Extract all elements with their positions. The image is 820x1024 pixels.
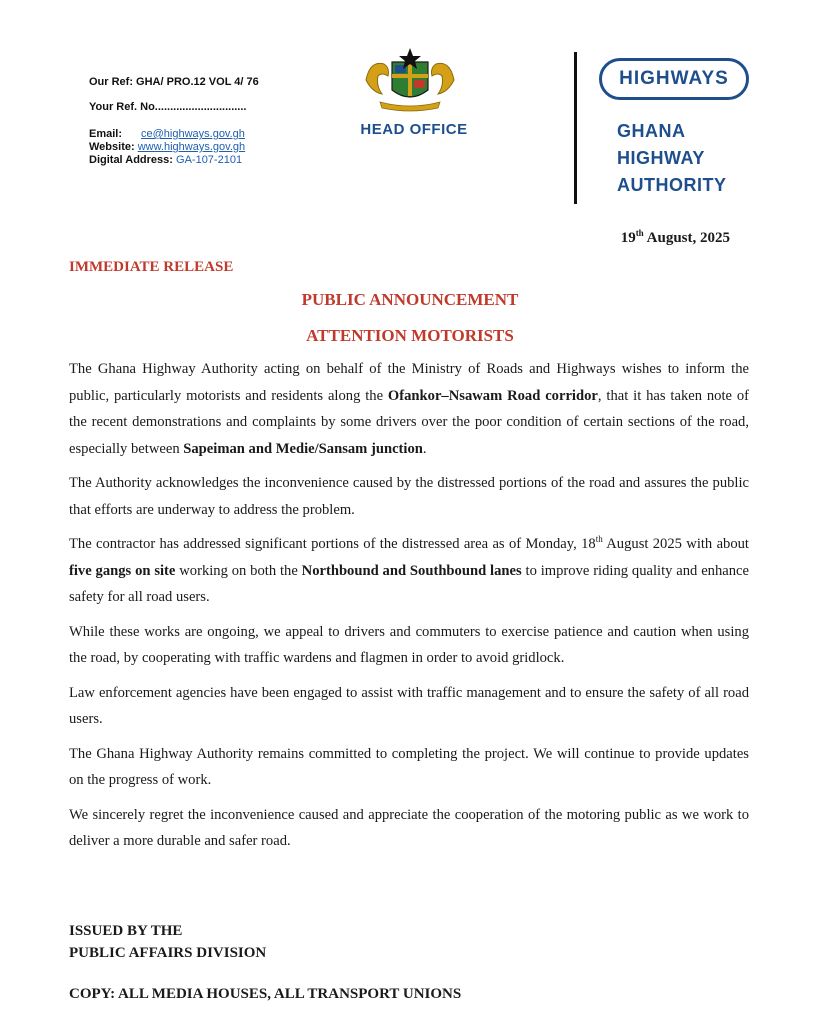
p3-text-d: working on both the	[175, 562, 302, 579]
release-date	[540, 228, 730, 247]
p1-road-corridor: Ofankor–Nsawam Road corridor	[387, 387, 598, 404]
your-ref: Your Ref. No..............................	[89, 101, 247, 113]
p3-lanes: Northbound and Southbound lanes	[301, 562, 522, 579]
paragraph-1	[69, 356, 749, 462]
contact-info	[89, 128, 259, 167]
email-link[interactable]: ce@highways.gov.gh	[141, 128, 245, 140]
issued-line-1: ISSUED BY THE	[69, 923, 183, 939]
paragraph-2: The Authority acknowledges the inconvenience caused by the distressed portions of the road and assures the public that efforts are underway to address the problem.	[69, 475, 749, 518]
issued-by	[69, 920, 266, 964]
organization-name	[617, 118, 727, 199]
org-line-1: GHANA	[617, 121, 686, 141]
paragraph-7: We sincerely regret the inconvenience caused and appreciate the cooperation of the motoring public as we work to deliver a more durable and safer road.	[69, 806, 749, 849]
immediate-release-label: IMMEDIATE RELEASE	[69, 259, 234, 275]
p1-text-c: , that it has taken note of the recent demonstrations and complaints by some drivers over the poor condition of certain sections of the road, especially between	[69, 387, 750, 457]
email-label: Email:	[89, 128, 123, 140]
highways-badge: HIGHWAYS	[599, 58, 749, 100]
coat-of-arms-icon	[360, 46, 460, 112]
p1-text-e: .	[422, 440, 427, 457]
paragraph-5: Law enforcement agencies have been engaged to assist with traffic management and to ensure the safety of all road users.	[69, 684, 749, 727]
p3-text-b: August 2025 with about	[602, 536, 749, 552]
paragraph-6: The Ghana Highway Authority remains committed to completing the project. We will continue to provide updates on the progress of work.	[69, 745, 749, 788]
reference-block	[89, 76, 259, 167]
date-rest: August, 2025	[646, 230, 730, 246]
p1-text-a: The Ghana Highway Authority acting on behalf of the Ministry of Roads and Highways wishes to inform the public, particularly motorists and residents along the	[69, 361, 749, 404]
paragraph-4: While these works are ongoing, we appeal to drivers and commuters to exercise patience and caution when using the road, by cooperating with traffic wardens and flagmen in order to avoid gridlock.	[69, 623, 749, 666]
digital-address: GA-107-2101	[176, 154, 243, 166]
announcement-title: PUBLIC ANNOUNCEMENT	[301, 290, 519, 309]
digital-address-label: Digital Address:	[89, 154, 173, 166]
issued-line-2: PUBLIC AFFAIRS DIVISION	[69, 945, 267, 961]
website-link[interactable]: www.highways.gov.gh	[137, 141, 246, 153]
our-ref: Our Ref: GHA/ PRO.12 VOL 4/ 76	[89, 76, 259, 88]
p1-junction: Sapeiman and Medie/Sansam junction	[183, 440, 423, 457]
head-office-label: HEAD OFFICE	[360, 121, 468, 138]
p3-text-a: The contractor has addressed significant portions of the distressed area as of Monday, 18	[69, 536, 596, 552]
org-line-2: HIGHWAY	[617, 148, 705, 168]
announcement-body	[69, 356, 749, 863]
p3-text-f: to improve riding quality and enhance safety for all road users.	[69, 562, 749, 605]
copy-distribution: COPY: ALL MEDIA HOUSES, ALL TRANSPORT UNIONS	[69, 986, 462, 1002]
website-label: Website:	[89, 141, 135, 153]
p3-sup: th	[595, 534, 603, 545]
org-line-3: AUTHORITY	[617, 175, 727, 195]
header-divider	[574, 52, 577, 204]
date-day: 19	[620, 230, 636, 246]
p3-gangs: five gangs on site	[69, 562, 176, 579]
date-suffix: th	[635, 228, 644, 238]
paragraph-3	[69, 531, 749, 611]
announcement-subtitle: ATTENTION MOTORISTS	[306, 326, 514, 345]
